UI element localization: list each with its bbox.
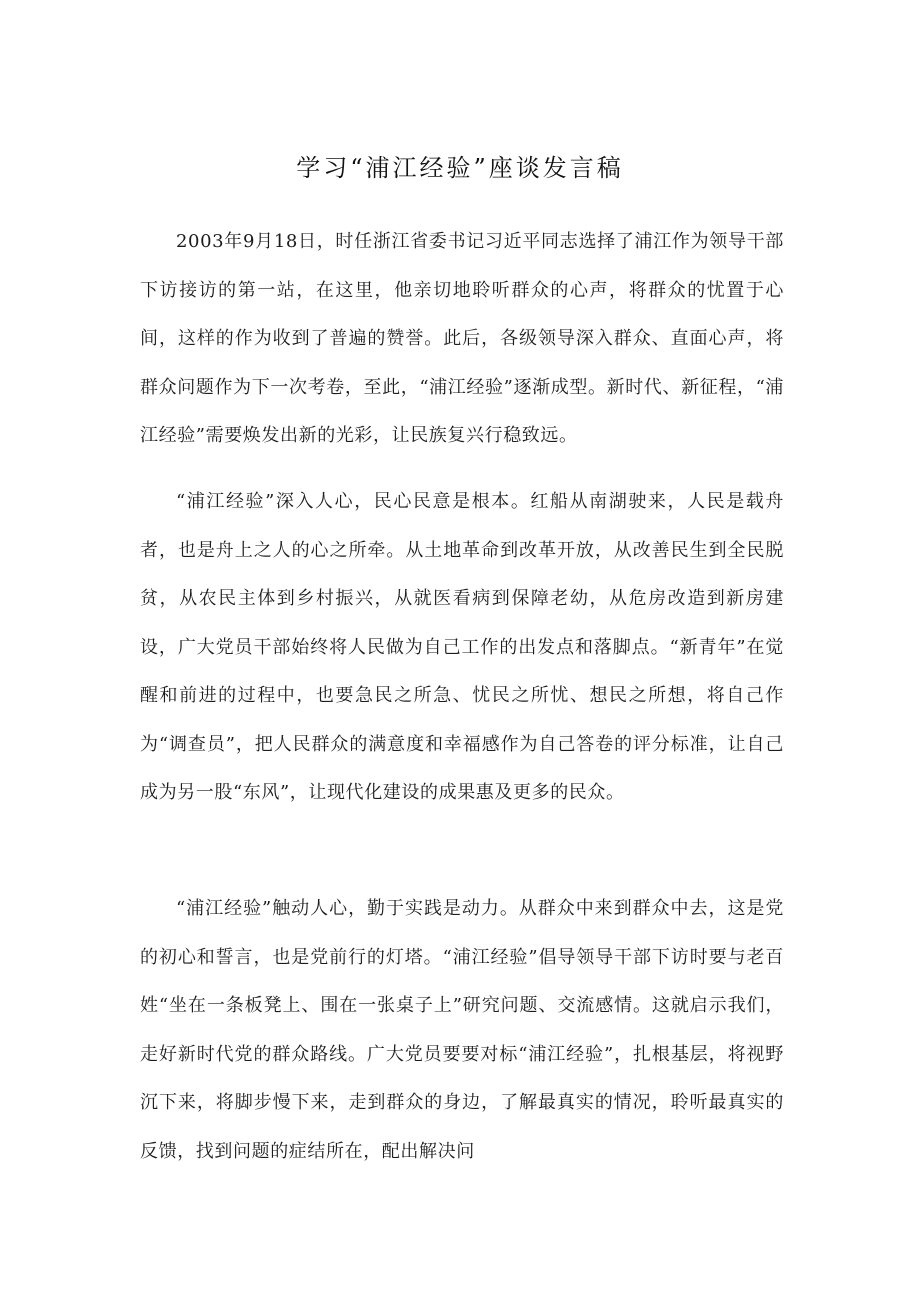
paragraph-1: 2003年9月18日，时任浙江省委书记习近平同志选择了浦江作为领导干部下访接访的第一站，在这里，他亲切地聆听群众的心声，将群众的忧置于心间，这样的作为收到了普遍的赞誉。此后，各级领导深入群众、直面心声，将群众问题作为下一次考卷，至此，“浦江经验”逐渐成型。新时代、新征程，“浦江经验”需要焕发出新的光彩，让民族复兴行稳致远。 [140,231,784,446]
document-title: 学习“浦江经验”座谈发言稿 [296,154,624,182]
paragraph-3: “浦江经验”触动人心，勤于实践是动力。从群众中来到群众中去，这是党的初心和誓言，也是党前行的灯塔。“浦江经验”倡导领导干部下访时要与老百姓“坐在一条板凳上、围在一张桌子上”研究问题、交流感情。这就启示我们，走好新时代党的群众路线。广大党员要要对标“浦江经验”，扎根基层，将视野沉下来，将脚步慢下来，走到群众的身边，了解最真实的情况，聆听最真实的反馈，找到问题的症结所在，配出解决问 [140,898,784,1162]
paragraph-2: “浦江经验”深入人心，民心民意是根本。红船从南湖驶来，人民是载舟者，也是舟上之人的心之所牵。从土地革命到改革开放，从改善民生到全民脱贫，从农民主体到乡村振兴，从就医看病到保障老幼，从危房改造到新房建设，广大党员干部始终将人民做为自己工作的出发点和落脚点。“新青年”在觉醒和前进的过程中，也要急民之所急、忧民之所忧、想民之所想，将自己作为“调查员”，把人民群众的满意度和幸福感作为自己答卷的评分标准，让自己成为另一股“东风”，让现代化建设的成果惠及更多的民众。 [140,491,784,803]
